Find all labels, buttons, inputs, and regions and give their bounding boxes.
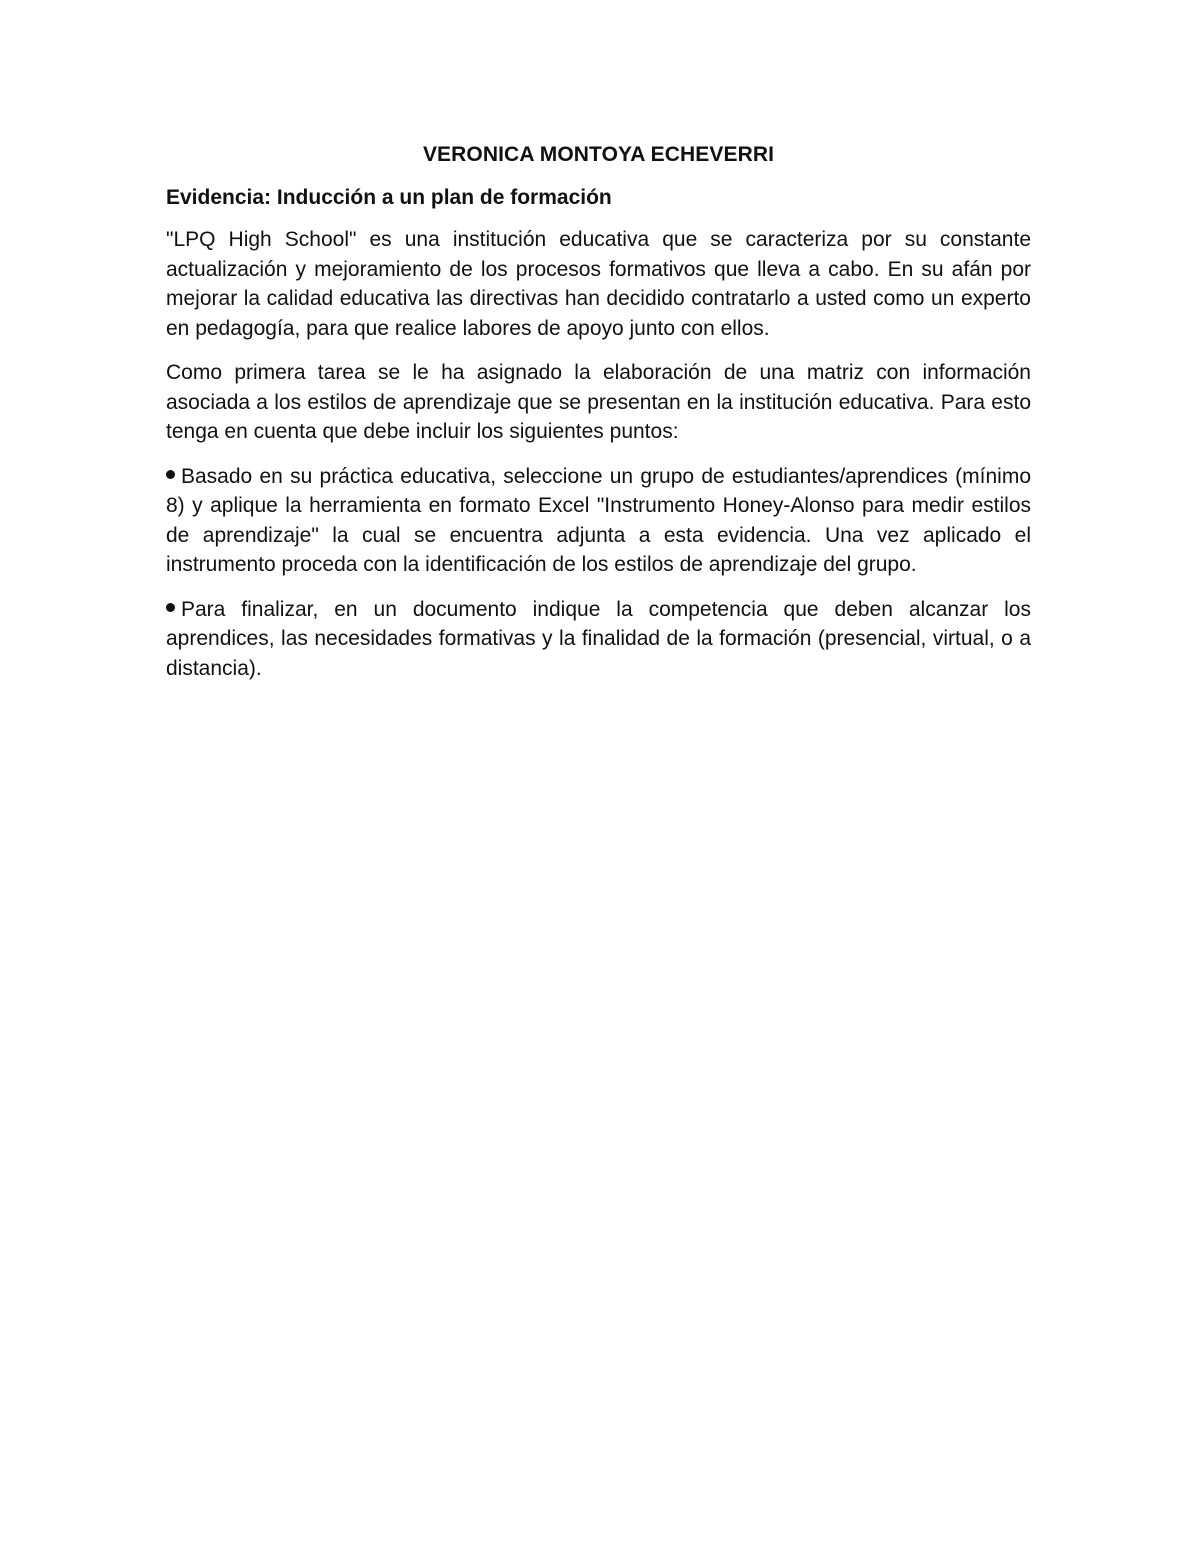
bullet-item-1 <box>166 462 1031 580</box>
document-body <box>166 140 1031 698</box>
evidence-heading: Evidencia: Inducción a un plan de formación <box>166 186 612 209</box>
task-paragraph: Como primera tarea se le ha asignado la elaboración de una matriz con información asociada a los estilos de aprendizaje que se presentan en la institución educativa. Para esto tenga en cuenta que debe incluir los siguientes puntos: <box>166 361 1031 443</box>
bullet-item-text: Para finalizar, en un documento indique la competencia que deben alcanzar los aprendices, las necesidades formativas y la finalidad de la formación (presencial, virtual, o a distancia). <box>166 597 1031 680</box>
bullet-item-text: Basado en su práctica educativa, seleccione un grupo de estudiantes/aprendices (mínimo 8) y aplique la herramienta en formato Excel "Instrumento Honey-Alonso para medir estilos de aprendizaje" la cual se encuentra adjunta a esta evidencia. Una vez aplicado el instrumento proceda con la identificación de los estilos de aprendizaje del grupo. <box>166 464 1031 576</box>
intro-paragraph: "LPQ High School" es una institución educativa que se caracteriza por su constante actualización y mejoramiento de los procesos formativos que lleva a cabo. En su afán por mejorar la calidad educativa las directivas han decidido contratarlo a usted como un experto en pedagogía, para que realice labores de apoyo junto con ellos. <box>166 228 1031 340</box>
bullet-item-2 <box>166 595 1031 684</box>
bullet-icon <box>166 603 175 612</box>
author-name: VERONICA MONTOYA ECHEVERRI <box>422 143 775 166</box>
bullet-icon <box>166 470 175 479</box>
